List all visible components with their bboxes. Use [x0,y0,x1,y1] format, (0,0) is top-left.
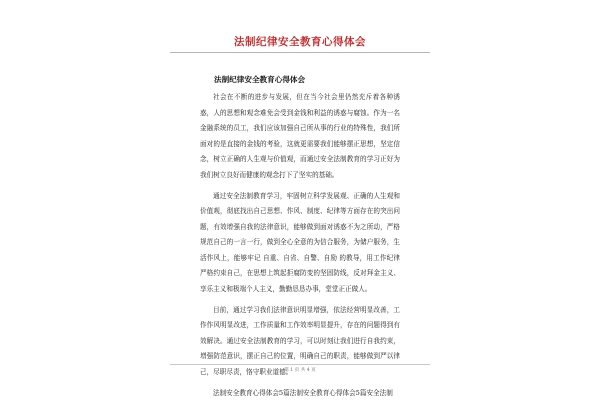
document-title: 法制纪律安全教育心得体会 [234,36,366,48]
document-body [200,90,400,407]
section-heading: 法制纪律安全教育心得体会 [214,75,306,84]
page-number: 第 1 页 共 4 页 [284,368,316,373]
paragraph-3: 目前，通过学习我们法律意识明显增强，依法经营明显改善，工作作风明显改进，工作质量和工作效率明显提升，存在的问题得到有效解决。通过安全法制教育的学习，可以时刻让我们进行自我约束，增强防范意识，摆正自己的位置，明确自己的职责，能够做到严以律己，尽职尽责，恪守职业道德。 [200,305,400,376]
paragraph-2: 通过安全法制教育学习，牢固树立科学发展观、正确的人生观和价值观，彻底找出自己思想、作风、制度、纪律等方面存在的突出问题，有效增强自我的法律意识，能够做到面对诱惑不为之所动，严格规范自己的一言一行，做到全心全意的为信合服务，为储户服务，生活作风上，能够牢记 自重、自省、自警、自励 的教导，用工作纪律严格约束自己，在思想上筑起拒腐防变的坚固防线，反对拜金主义、享乐主义和极端个人主义，勤勤恳恳办事，堂堂正正做人。 [200,191,400,293]
paragraph-1: 社会在不断的进步与发展，但在当今社会里仍然充斥着各种诱惑，人的思想和观念难免会受到金钱和利益的诱惑与腐蚀。作为一名金融系统的员工，我们应该加强自己所从事的行业的特殊性，我们所面对的是直接的金钱的考验，这就更需要我们能够摆正思想，坚定信念，树立正确的人生观与价值观，而通过安全法制教育的学习正好为我们树立良好而健康的观念打下了坚实的基础。 [200,93,400,179]
title-divider [170,52,430,53]
paragraph-4: 法制安全教育心得体会5篇法制安全教育心得体会5篇安全法制 [213,388,393,397]
footer-divider [170,364,430,365]
